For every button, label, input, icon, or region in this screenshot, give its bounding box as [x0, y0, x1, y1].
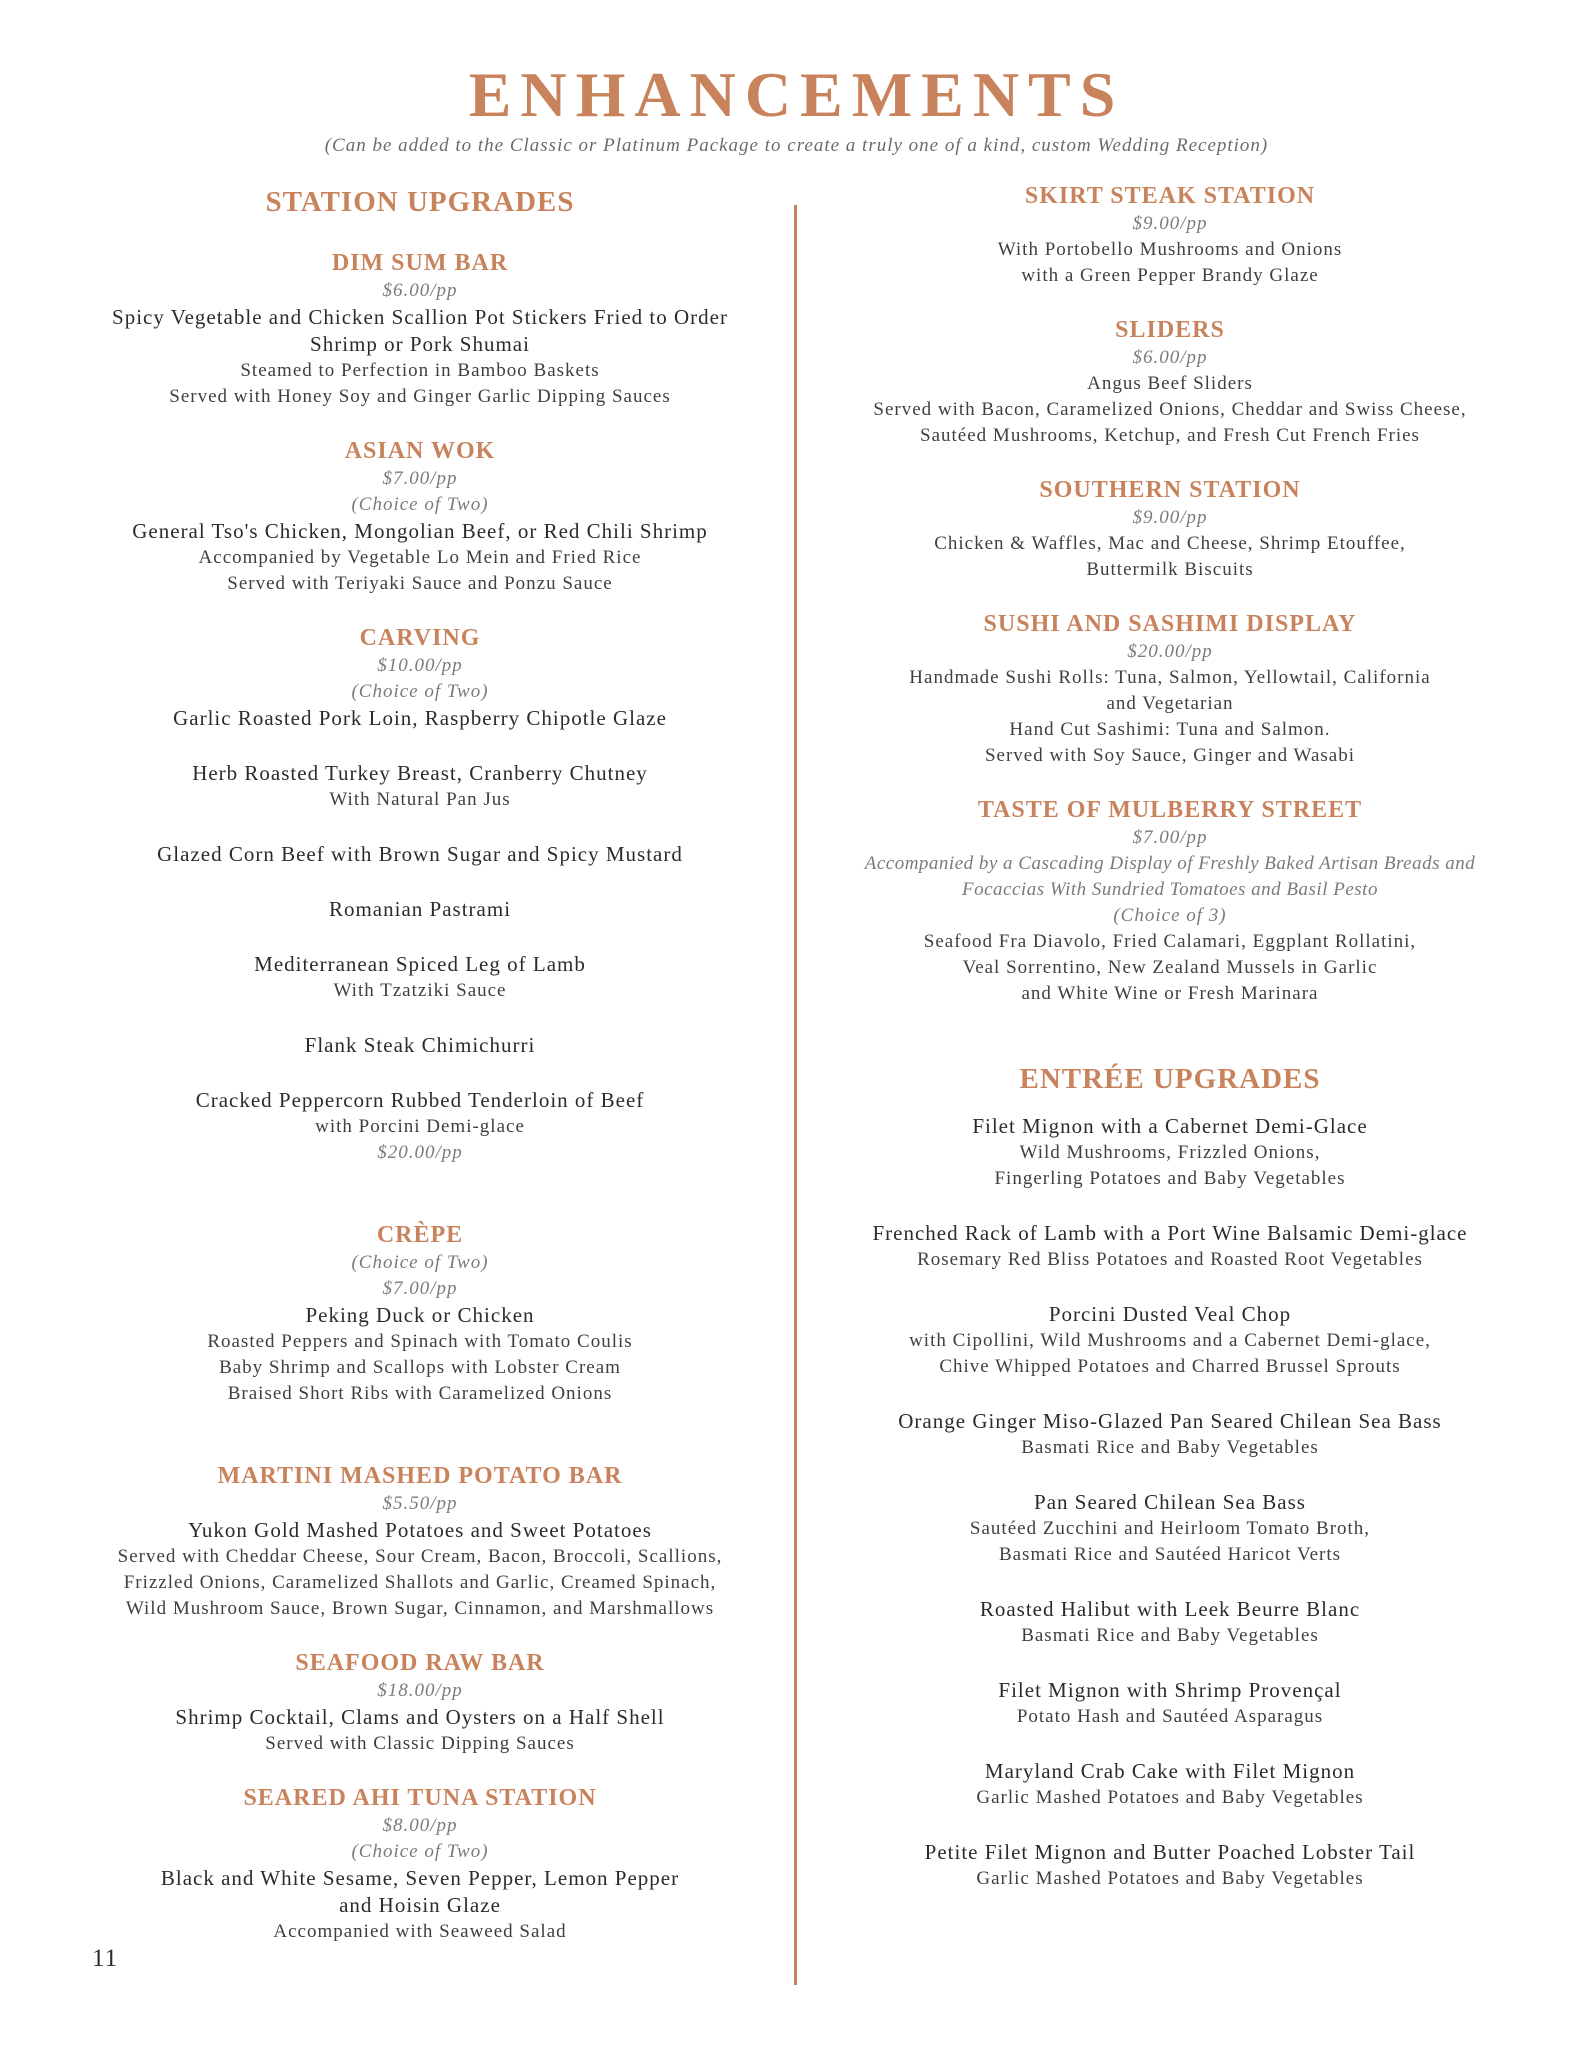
station-main-item: General Tso's Chicken, Mongolian Beef, or Red Chili Shrimp — [132, 519, 708, 543]
seared-ahi-tuna-station — [70, 1783, 770, 1945]
station-detail: Braised Short Ribs with Caramelized Onions — [227, 1383, 613, 1404]
entree-detail: Fingerling Potatoes and Baby Vegetables — [994, 1168, 1346, 1189]
entree-detail: Potato Hash and Sautéed Asparagus — [1016, 1706, 1324, 1727]
carving-item: Garlic Roasted Pork Loin, Raspberry Chipotle Glaze — [173, 706, 667, 730]
station-detail: Served with Bacon, Caramelized Onions, Cheddar and Swiss Cheese, — [873, 399, 1467, 420]
entree-detail: Rosemary Red Bliss Potatoes and Roasted Root Vegetables — [917, 1249, 1423, 1270]
station-name: SUSHI AND SASHIMI DISPLAY — [983, 611, 1357, 637]
station-price: $7.00/pp — [382, 1278, 458, 1299]
station-price: $10.00/pp — [377, 655, 463, 676]
station-main-item: Spicy Vegetable and Chicken Scallion Pot Stickers Fried to Order — [112, 305, 728, 329]
carving-item: Herb Roasted Turkey Breast, Cranberry Chutney — [192, 761, 648, 785]
entree-detail: Wild Mushrooms, Frizzled Onions, — [1019, 1142, 1321, 1163]
station-note: (Choice of Two) — [351, 1841, 489, 1862]
carving-group — [70, 1087, 770, 1166]
station-detail: Accompanied with Seaweed Salad — [273, 1921, 567, 1942]
carving-item: Glazed Corn Beef with Brown Sugar and Spicy Mustard — [157, 842, 683, 866]
station-name: SEAFOOD RAW BAR — [295, 1650, 545, 1676]
entree-detail: Garlic Mashed Potatoes and Baby Vegetables — [976, 1868, 1364, 1889]
station-detail: and White Wine or Fresh Marinara — [1021, 983, 1319, 1004]
dim-sum-station — [70, 248, 770, 410]
station-price: $18.00/pp — [377, 1680, 463, 1701]
carving-item: Cracked Peppercorn Rubbed Tenderloin of Beef — [195, 1088, 645, 1112]
entree-item — [820, 1408, 1520, 1461]
station-note: (Choice of 3) — [1113, 905, 1227, 926]
station-name: SKIRT STEAK STATION — [1024, 183, 1316, 209]
carving-group — [70, 951, 770, 1004]
station-description: Focaccias With Sundried Tomatoes and Basil Pesto — [962, 879, 1378, 900]
carving-item: Flank Steak Chimichurri — [304, 1033, 536, 1057]
carving-item-price: $20.00/pp — [377, 1142, 463, 1163]
station-name: ASIAN WOK — [344, 438, 496, 464]
station-detail: with a Green Pepper Brandy Glaze — [1021, 265, 1319, 286]
page-number: 11 — [92, 1945, 119, 1972]
entree-detail: Basmati Rice and Sautéed Haricot Verts — [998, 1544, 1342, 1565]
station-detail: Served with Honey Soy and Ginger Garlic Dipping Sauces — [169, 386, 671, 407]
martini-mashed-potato-station — [70, 1461, 770, 1622]
station-detail: Chicken & Waffles, Mac and Cheese, Shrimp Etouffee, — [934, 533, 1406, 554]
carving-group — [70, 760, 770, 813]
entree-detail: Basmati Rice and Baby Vegetables — [1021, 1437, 1319, 1458]
station-price: $20.00/pp — [1127, 641, 1213, 662]
entree-item — [820, 1839, 1520, 1892]
entree-detail: Sautéed Zucchini and Heirloom Tomato Broth, — [969, 1518, 1371, 1539]
left-column — [70, 182, 770, 1945]
station-price: $9.00/pp — [1132, 213, 1208, 234]
station-note: (Choice of Two) — [351, 494, 489, 515]
station-name: TASTE OF MULBERRY STREET — [977, 797, 1363, 823]
seafood-raw-bar-station — [70, 1648, 770, 1757]
station-price: $6.00/pp — [1132, 347, 1208, 368]
entree-main: Maryland Crab Cake with Filet Mignon — [984, 1759, 1356, 1783]
entree-upgrades-heading: ENTRÉE UPGRADES — [1019, 1063, 1321, 1095]
station-name: SOUTHERN STATION — [1039, 477, 1301, 503]
page-title: ENHANCEMENTS — [468, 59, 1125, 130]
station-detail: Steamed to Perfection in Bamboo Baskets — [240, 360, 600, 381]
entree-main: Filet Mignon with a Cabernet Demi-Glace — [972, 1114, 1368, 1138]
asian-wok-station — [70, 436, 770, 597]
entree-item — [820, 1113, 1520, 1192]
southern-station — [820, 475, 1520, 583]
station-detail: Hand Cut Sashimi: Tuna and Salmon. — [1009, 719, 1331, 740]
entree-main: Filet Mignon with Shrimp Provençal — [998, 1678, 1342, 1702]
station-main-item: Shrimp or Pork Shumai — [310, 332, 530, 356]
station-name: CARVING — [359, 625, 481, 651]
entree-main: Porcini Dusted Veal Chop — [1048, 1302, 1292, 1326]
carving-group — [70, 841, 770, 868]
station-detail: Wild Mushroom Sauce, Brown Sugar, Cinnamon, and Marshmallows — [125, 1598, 715, 1619]
station-main-item: Peking Duck or Chicken — [305, 1303, 535, 1327]
station-name: CRÈPE — [376, 1222, 464, 1248]
column-divider — [794, 205, 797, 1985]
entree-item — [820, 1301, 1520, 1380]
station-detail: and Vegetarian — [1106, 693, 1234, 714]
station-main-item: Shrimp Cocktail, Clams and Oysters on a Half Shell — [175, 1705, 665, 1729]
carving-item-detail: with Porcini Demi-glace — [315, 1116, 525, 1137]
station-detail: Frizzled Onions, Caramelized Shallots and Garlic, Creamed Spinach, — [123, 1572, 717, 1593]
station-detail: Roasted Peppers and Spinach with Tomato Coulis — [207, 1331, 633, 1352]
station-detail: Handmade Sushi Rolls: Tuna, Salmon, Yellowtail, California — [909, 667, 1431, 688]
entree-detail: Garlic Mashed Potatoes and Baby Vegetables — [976, 1787, 1364, 1808]
station-price: $7.00/pp — [1132, 827, 1208, 848]
station-price: $5.50/pp — [382, 1493, 458, 1514]
station-upgrades-heading: STATION UPGRADES — [265, 186, 575, 218]
station-name: SLIDERS — [1115, 317, 1225, 343]
entree-item — [820, 1596, 1520, 1649]
entree-main: Orange Ginger Miso-Glazed Pan Seared Chilean Sea Bass — [898, 1409, 1442, 1433]
station-detail: Accompanied by Vegetable Lo Mein and Fried Rice — [198, 547, 642, 568]
station-note: (Choice of Two) — [351, 1252, 489, 1273]
station-name: SEARED AHI TUNA STATION — [243, 1785, 597, 1811]
right-column — [820, 181, 1520, 1892]
station-main-item: Yukon Gold Mashed Potatoes and Sweet Potatoes — [188, 1518, 652, 1542]
station-main-item: Black and White Sesame, Seven Pepper, Lemon Pepper — [160, 1866, 680, 1890]
entree-item — [820, 1758, 1520, 1811]
station-note: (Choice of Two) — [351, 681, 489, 702]
station-detail: Served with Soy Sauce, Ginger and Wasabi — [984, 745, 1356, 766]
carving-station — [70, 623, 770, 1166]
station-detail: Served with Cheddar Cheese, Sour Cream, Bacon, Broccoli, Scallions, — [117, 1546, 723, 1567]
station-price: $7.00/pp — [382, 468, 458, 489]
station-price: $9.00/pp — [1132, 507, 1208, 528]
sushi-sashimi-station — [820, 609, 1520, 769]
entree-detail: Basmati Rice and Baby Vegetables — [1021, 1625, 1319, 1646]
station-detail: Angus Beef Sliders — [1087, 373, 1253, 394]
station-main-item: and Hoisin Glaze — [339, 1893, 501, 1917]
station-price: $8.00/pp — [382, 1815, 458, 1836]
entree-detail: with Cipollini, Wild Mushrooms and a Cabernet Demi-glace, — [909, 1330, 1431, 1351]
station-name: MARTINI MASHED POTATO BAR — [217, 1463, 623, 1489]
skirt-steak-station — [820, 181, 1520, 289]
carving-item: Romanian Pastrami — [328, 897, 512, 921]
entree-detail: Chive Whipped Potatoes and Charred Brussel Sprouts — [939, 1356, 1401, 1377]
carving-group — [70, 1032, 770, 1059]
station-detail: Served with Teriyaki Sauce and Ponzu Sauce — [227, 573, 613, 594]
entree-main: Petite Filet Mignon and Butter Poached Lobster Tail — [924, 1840, 1416, 1864]
entree-item — [820, 1677, 1520, 1730]
mulberry-street-station — [820, 795, 1520, 1007]
station-name: DIM SUM BAR — [331, 250, 509, 276]
station-detail: Served with Classic Dipping Sauces — [265, 1733, 575, 1754]
station-detail: Seafood Fra Diavolo, Fried Calamari, Eggplant Rollatini, — [923, 931, 1417, 952]
carving-item: Mediterranean Spiced Leg of Lamb — [254, 952, 586, 976]
entree-main: Pan Seared Chilean Sea Bass — [1034, 1490, 1306, 1514]
station-detail: Veal Sorrentino, New Zealand Mussels in Garlic — [962, 957, 1378, 978]
crepe-station — [70, 1220, 770, 1407]
entree-item — [820, 1489, 1520, 1568]
sliders-station — [820, 315, 1520, 449]
station-price: $6.00/pp — [382, 280, 458, 301]
station-detail: With Portobello Mushrooms and Onions — [997, 239, 1343, 260]
entree-main: Frenched Rack of Lamb with a Port Wine Balsamic Demi-glace — [872, 1221, 1468, 1245]
page-subtitle: (Can be added to the Classic or Platinum Package to create a truly one of a kind, custom Wedding Reception) — [324, 135, 1269, 156]
entree-main: Roasted Halibut with Leek Beurre Blanc — [979, 1597, 1361, 1621]
station-description: Accompanied by a Cascading Display of Freshly Baked Artisan Breads and — [864, 853, 1476, 874]
entree-item — [820, 1220, 1520, 1273]
carving-group — [70, 896, 770, 923]
carving-item-detail: With Tzatziki Sauce — [333, 980, 507, 1001]
carving-item-detail: With Natural Pan Jus — [329, 789, 511, 810]
station-detail: Baby Shrimp and Scallops with Lobster Cream — [219, 1357, 621, 1378]
station-detail: Sautéed Mushrooms, Ketchup, and Fresh Cut French Fries — [920, 425, 1420, 446]
station-detail: Buttermilk Biscuits — [1086, 559, 1254, 580]
